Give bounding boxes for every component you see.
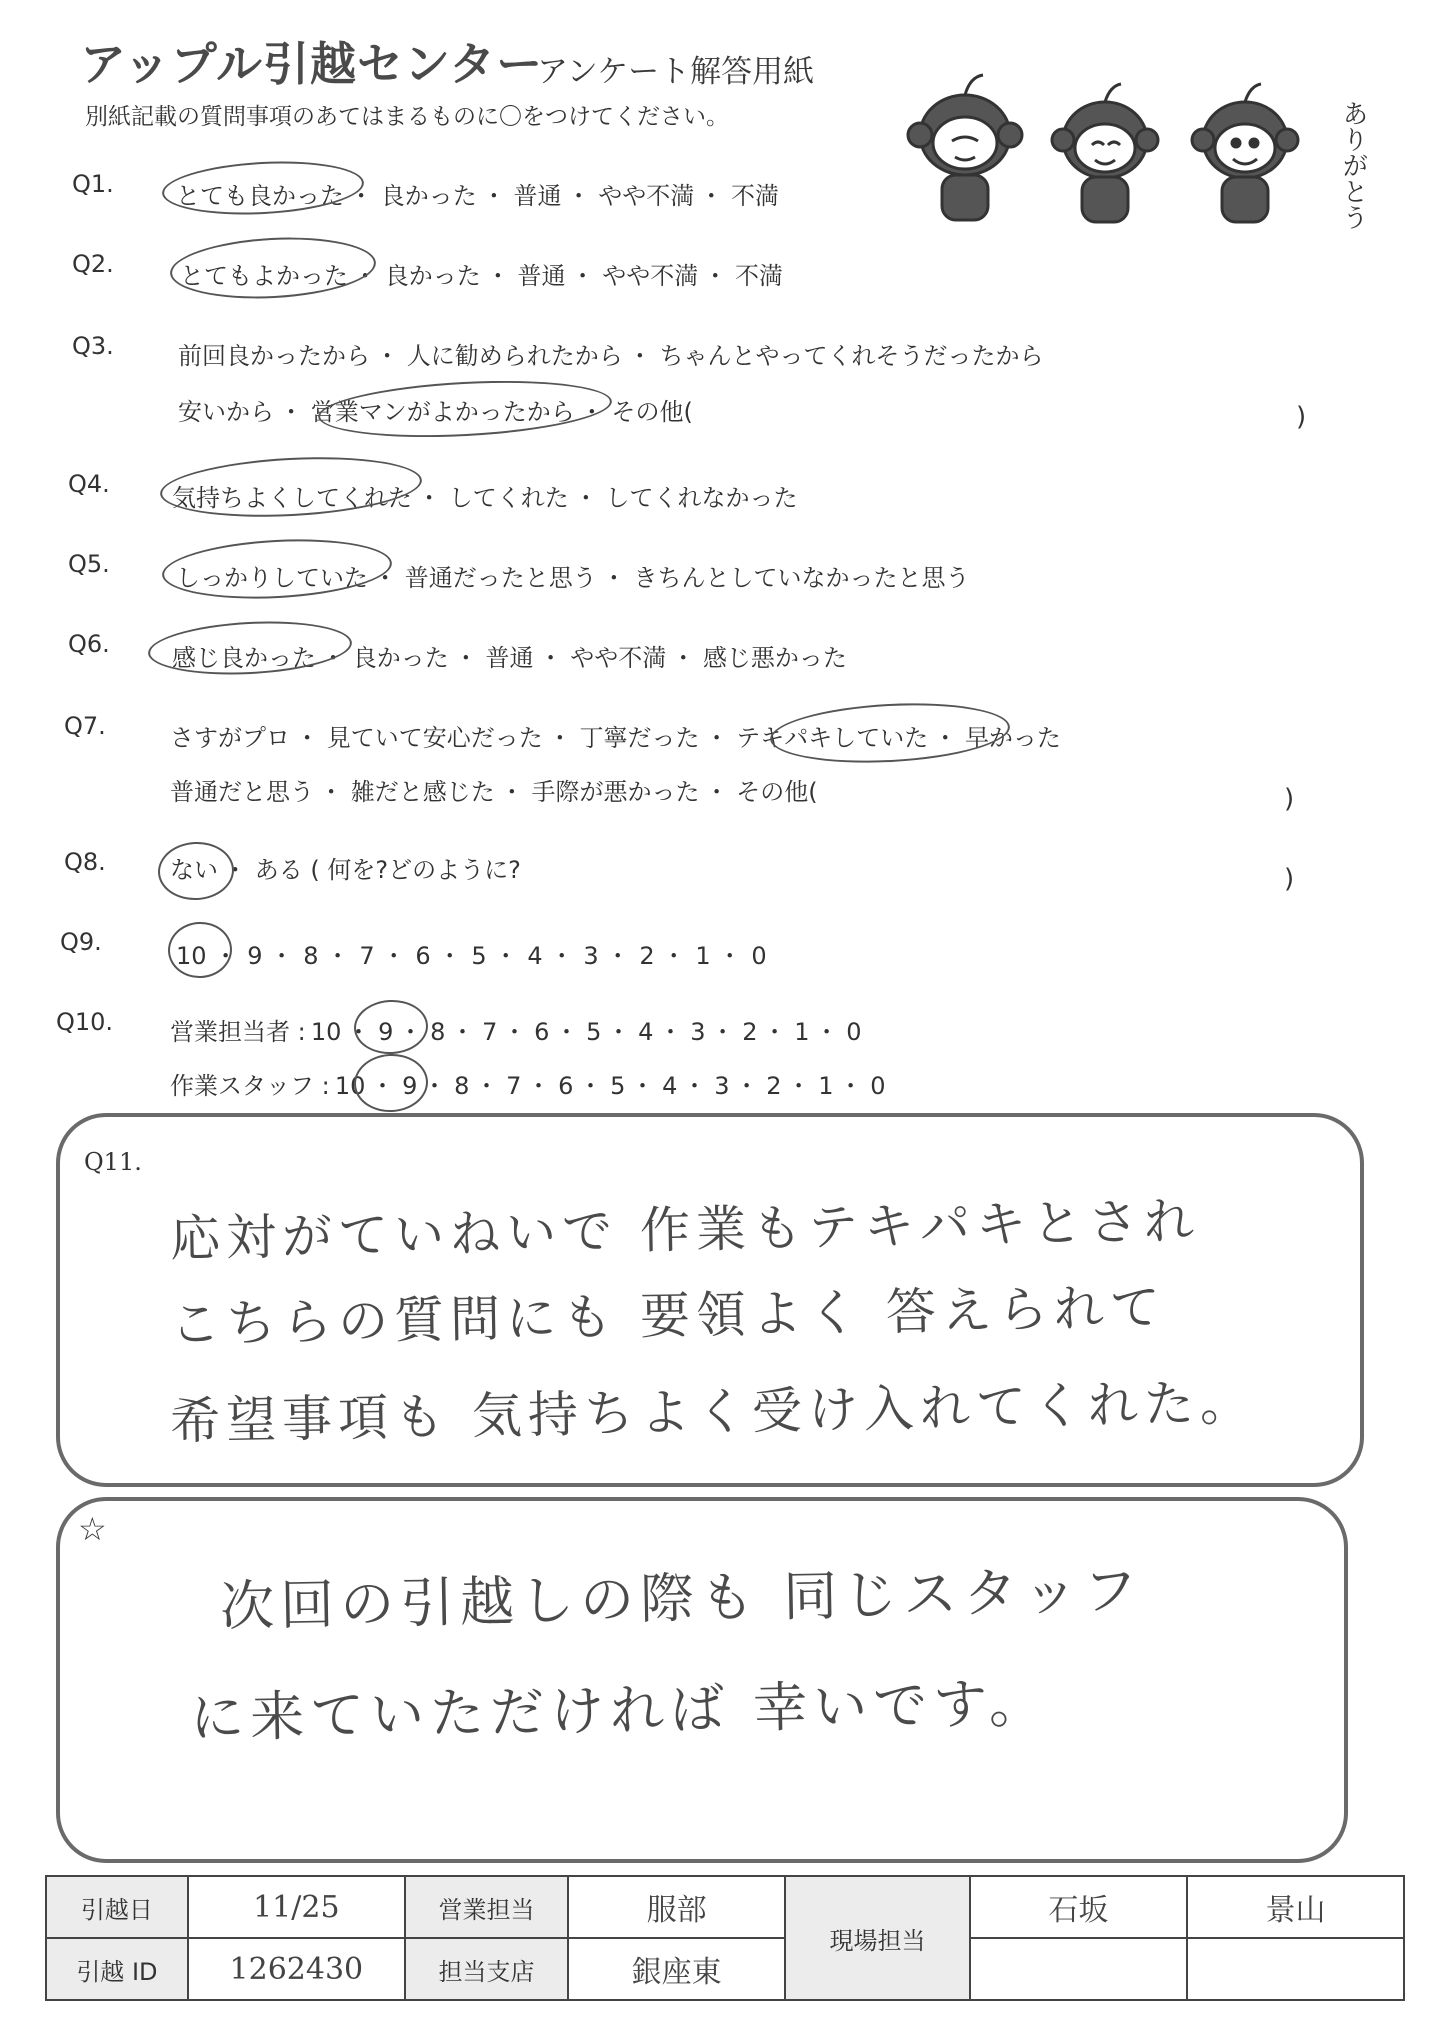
- rating-scale-staff: 作業スタッフ : 10 ・ 9 ・ 8 ・ 7 ・ 6 ・ 5 ・ 4 ・ 3 ・ 2 ・ 1 ・ 0: [170, 1072, 886, 1100]
- rating-option[interactable]: 3: [714, 1072, 730, 1100]
- answer-options-q5: しっかりしていた ・ 普通だったと思う ・ きちんとしていなかったと思う: [176, 564, 970, 592]
- form-title: アップル引越センター: [80, 37, 544, 91]
- rating-row-label: 営業担当者 :: [170, 1018, 306, 1046]
- answer-options-q4: 気持ちよくしてくれた ・ してくれた ・ してくれなかった: [172, 484, 798, 512]
- option[interactable]: 人に勧められたから: [406, 342, 623, 370]
- question-label: Q8.: [64, 848, 106, 876]
- rating-option[interactable]: 2: [639, 942, 655, 970]
- rating-option[interactable]: 0: [846, 1018, 862, 1046]
- answer-options-q1: とても良かった ・ 良かった ・ 普通 ・ やや不満 ・ 不満: [176, 182, 779, 210]
- question-label: Q6.: [68, 630, 110, 658]
- option[interactable]: ない: [170, 856, 218, 884]
- option[interactable]: 普通だったと思う: [404, 564, 597, 592]
- option[interactable]: やや不満: [570, 644, 667, 672]
- question-label: Q1.: [72, 170, 114, 198]
- rating-option[interactable]: 8: [454, 1072, 470, 1100]
- handwritten-comment-line: 次回の引越しの際も 同じスタッフ: [219, 1558, 1144, 1639]
- form-instruction: 別紙記載の質問事項のあてはまるものに〇をつけてください。: [85, 104, 729, 130]
- option[interactable]: やや不満: [602, 262, 699, 290]
- option[interactable]: 丁寧だった: [579, 724, 700, 752]
- answer-circle: [353, 1052, 430, 1114]
- answer-options-q7-line2: 普通だと思う ・ 雑だと感じた ・ 手際が悪かった ・ その他(: [170, 778, 818, 806]
- move-info-table: [45, 1875, 1405, 2001]
- option[interactable]: してくれた: [448, 484, 569, 512]
- option[interactable]: 安いから: [178, 398, 274, 426]
- rating-option[interactable]: 2: [742, 1018, 758, 1046]
- move-id-label: 引越 ID: [46, 1938, 188, 2000]
- handwritten-comment-line: 応対がていねいで 作業もテキパキとされ: [169, 1192, 1201, 1268]
- question-label: Q3.: [72, 332, 114, 360]
- handwritten-comment-line: 希望事項も 気持ちよく受け入れてくれた。: [169, 1373, 1257, 1451]
- star-label: ☆: [78, 1510, 107, 1548]
- rating-option[interactable]: 8: [303, 942, 319, 970]
- option[interactable]: 見ていて安心だった: [326, 724, 543, 752]
- q11-label: Q11.: [84, 1148, 142, 1176]
- option[interactable]: 不満: [734, 262, 783, 290]
- rating-option[interactable]: 5: [610, 1072, 626, 1100]
- rating-option[interactable]: 1: [794, 1018, 810, 1046]
- option[interactable]: 良かった: [384, 262, 481, 290]
- rating-scale-q9: 10 ・ 9 ・ 8 ・ 7 ・ 6 ・ 5 ・ 4 ・ 3 ・ 2 ・ 1 ・ 0: [176, 942, 767, 970]
- question-label: Q2.: [72, 250, 114, 278]
- answer-options-q6: 感じ良かった ・ 良かった ・ 普通 ・ やや不満 ・ 感じ悪かった: [172, 644, 847, 672]
- option[interactable]: 営業マンがよかったから: [310, 398, 575, 426]
- rating-option[interactable]: 9: [247, 942, 263, 970]
- rating-row-label: 作業スタッフ :: [170, 1072, 330, 1100]
- close-paren: ): [1296, 402, 1307, 432]
- answer-circle: [353, 998, 430, 1056]
- rating-option[interactable]: 4: [662, 1072, 678, 1100]
- option[interactable]: ちゃんとやってくれそうだったから: [659, 342, 1044, 370]
- answer-options-q2: とてもよかった ・ 良かった ・ 普通 ・ やや不満 ・ 不満: [180, 262, 783, 290]
- option[interactable]: その他(: [736, 778, 818, 806]
- option[interactable]: とてもよかった: [180, 262, 348, 290]
- option[interactable]: 手際が悪かった: [531, 778, 700, 806]
- rating-option[interactable]: 6: [415, 942, 431, 970]
- rating-option[interactable]: 5: [471, 942, 487, 970]
- question-label: Q10.: [56, 1008, 114, 1036]
- close-paren: ): [1284, 864, 1295, 894]
- move-date-value: 11/25: [188, 1876, 405, 1938]
- option[interactable]: とても良かった: [176, 182, 344, 210]
- option[interactable]: 前回良かったから: [178, 342, 370, 370]
- branch-value: 銀座東: [568, 1938, 785, 2000]
- rating-option[interactable]: 4: [527, 942, 543, 970]
- rating-option[interactable]: 10: [176, 942, 207, 970]
- option[interactable]: 気持ちよくしてくれた: [172, 484, 412, 512]
- question-label: Q9.: [60, 928, 102, 956]
- option[interactable]: 良かった: [380, 182, 477, 210]
- move-id-value: 1262430: [188, 1938, 405, 2000]
- option[interactable]: 雑だと感じた: [350, 778, 495, 806]
- rating-option[interactable]: 0: [870, 1072, 886, 1100]
- question-label: Q4.: [68, 470, 110, 498]
- site-staff-empty-cell: [1187, 1938, 1404, 2000]
- rating-option[interactable]: 9: [402, 1072, 418, 1100]
- rating-option[interactable]: 2: [766, 1072, 782, 1100]
- option[interactable]: テキパキしていた: [736, 724, 929, 752]
- option[interactable]: 早かった: [964, 724, 1061, 752]
- rating-option[interactable]: 4: [638, 1018, 654, 1046]
- option[interactable]: 不満: [730, 182, 779, 210]
- rating-option[interactable]: 1: [818, 1072, 834, 1100]
- answer-circle: [769, 698, 1012, 768]
- option[interactable]: 感じ悪かった: [702, 644, 847, 672]
- site-staff-empty-cell: [970, 1938, 1187, 2000]
- option[interactable]: 感じ良かった: [172, 644, 316, 672]
- rating-option[interactable]: 7: [482, 1018, 498, 1046]
- form-subtitle: アンケート解答用紙: [537, 54, 815, 90]
- option[interactable]: ある ( 何を?どのように?: [254, 856, 521, 884]
- rating-option[interactable]: 3: [583, 942, 599, 970]
- move-date-label: 引越日: [46, 1876, 188, 1938]
- option[interactable]: しっかりしていた: [176, 564, 368, 592]
- answer-options-q8: ない ・ ある ( 何を?どのように?: [170, 856, 521, 884]
- rating-option[interactable]: 0: [751, 942, 767, 970]
- option[interactable]: さすがプロ: [170, 724, 290, 752]
- answer-circle: [169, 233, 378, 304]
- sales-label: 営業担当: [405, 1876, 568, 1938]
- answer-options-q3-line1: 前回良かったから ・ 人に勧められたから ・ ちゃんとやってくれそうだったから: [178, 342, 1044, 370]
- option[interactable]: 良かった: [352, 644, 449, 672]
- rating-option[interactable]: 6: [558, 1072, 574, 1100]
- option[interactable]: 普通: [485, 644, 534, 672]
- answer-circle: [317, 374, 613, 443]
- option[interactable]: やや不満: [598, 182, 695, 210]
- rating-option[interactable]: 5: [586, 1018, 602, 1046]
- site-staff-label: 現場担当: [785, 1876, 970, 2000]
- question-label: Q7.: [64, 712, 106, 740]
- rating-option[interactable]: 10: [310, 1018, 342, 1046]
- rating-scale-sales: 営業担当者 : 10 ・ 9 ・ 8 ・ 7 ・ 6 ・ 5 ・ 4 ・ 3 ・ 2 ・ 1 ・ 0: [170, 1018, 862, 1046]
- answer-circle: [161, 534, 394, 604]
- mascot-thanks-text: ありがとう: [1338, 100, 1368, 230]
- site-staff-value: 石坂: [970, 1876, 1187, 1938]
- answer-options-q7-line1: さすがプロ ・ 見ていて安心だった ・ 丁寧だった ・ テキパキしていた ・ 早かった: [170, 724, 1061, 752]
- option[interactable]: その他(: [611, 398, 693, 426]
- monkey-mascot-icon: [900, 55, 1380, 230]
- branch-label: 担当支店: [405, 1938, 568, 2000]
- rating-option[interactable]: 10: [334, 1072, 366, 1100]
- option[interactable]: してくれなかった: [605, 484, 798, 512]
- rating-option[interactable]: 7: [506, 1072, 522, 1100]
- site-staff-value: 景山: [1187, 1876, 1404, 1938]
- rating-option[interactable]: 1: [695, 942, 711, 970]
- option[interactable]: 普通: [517, 262, 566, 290]
- rating-option[interactable]: 3: [690, 1018, 706, 1046]
- option[interactable]: 普通: [513, 182, 562, 210]
- sales-value: 服部: [568, 1876, 785, 1938]
- handwritten-comment-line: こちらの質問にも 要領よく 答えられて: [169, 1278, 1167, 1354]
- option[interactable]: きちんとしていなかったと思う: [633, 564, 970, 592]
- rating-option[interactable]: 6: [534, 1018, 550, 1046]
- rating-option[interactable]: 7: [359, 942, 375, 970]
- close-paren: ): [1284, 784, 1295, 814]
- rating-option[interactable]: 9: [378, 1018, 394, 1046]
- answer-options-q3-line2: 安いから ・ 営業マンがよかったから ・ その他(: [178, 398, 693, 426]
- option[interactable]: 普通だと思う: [170, 778, 314, 806]
- question-label: Q5.: [68, 550, 110, 578]
- rating-option[interactable]: 8: [430, 1018, 446, 1046]
- handwritten-comment-line: に来ていただければ 幸いです。: [189, 1671, 1050, 1750]
